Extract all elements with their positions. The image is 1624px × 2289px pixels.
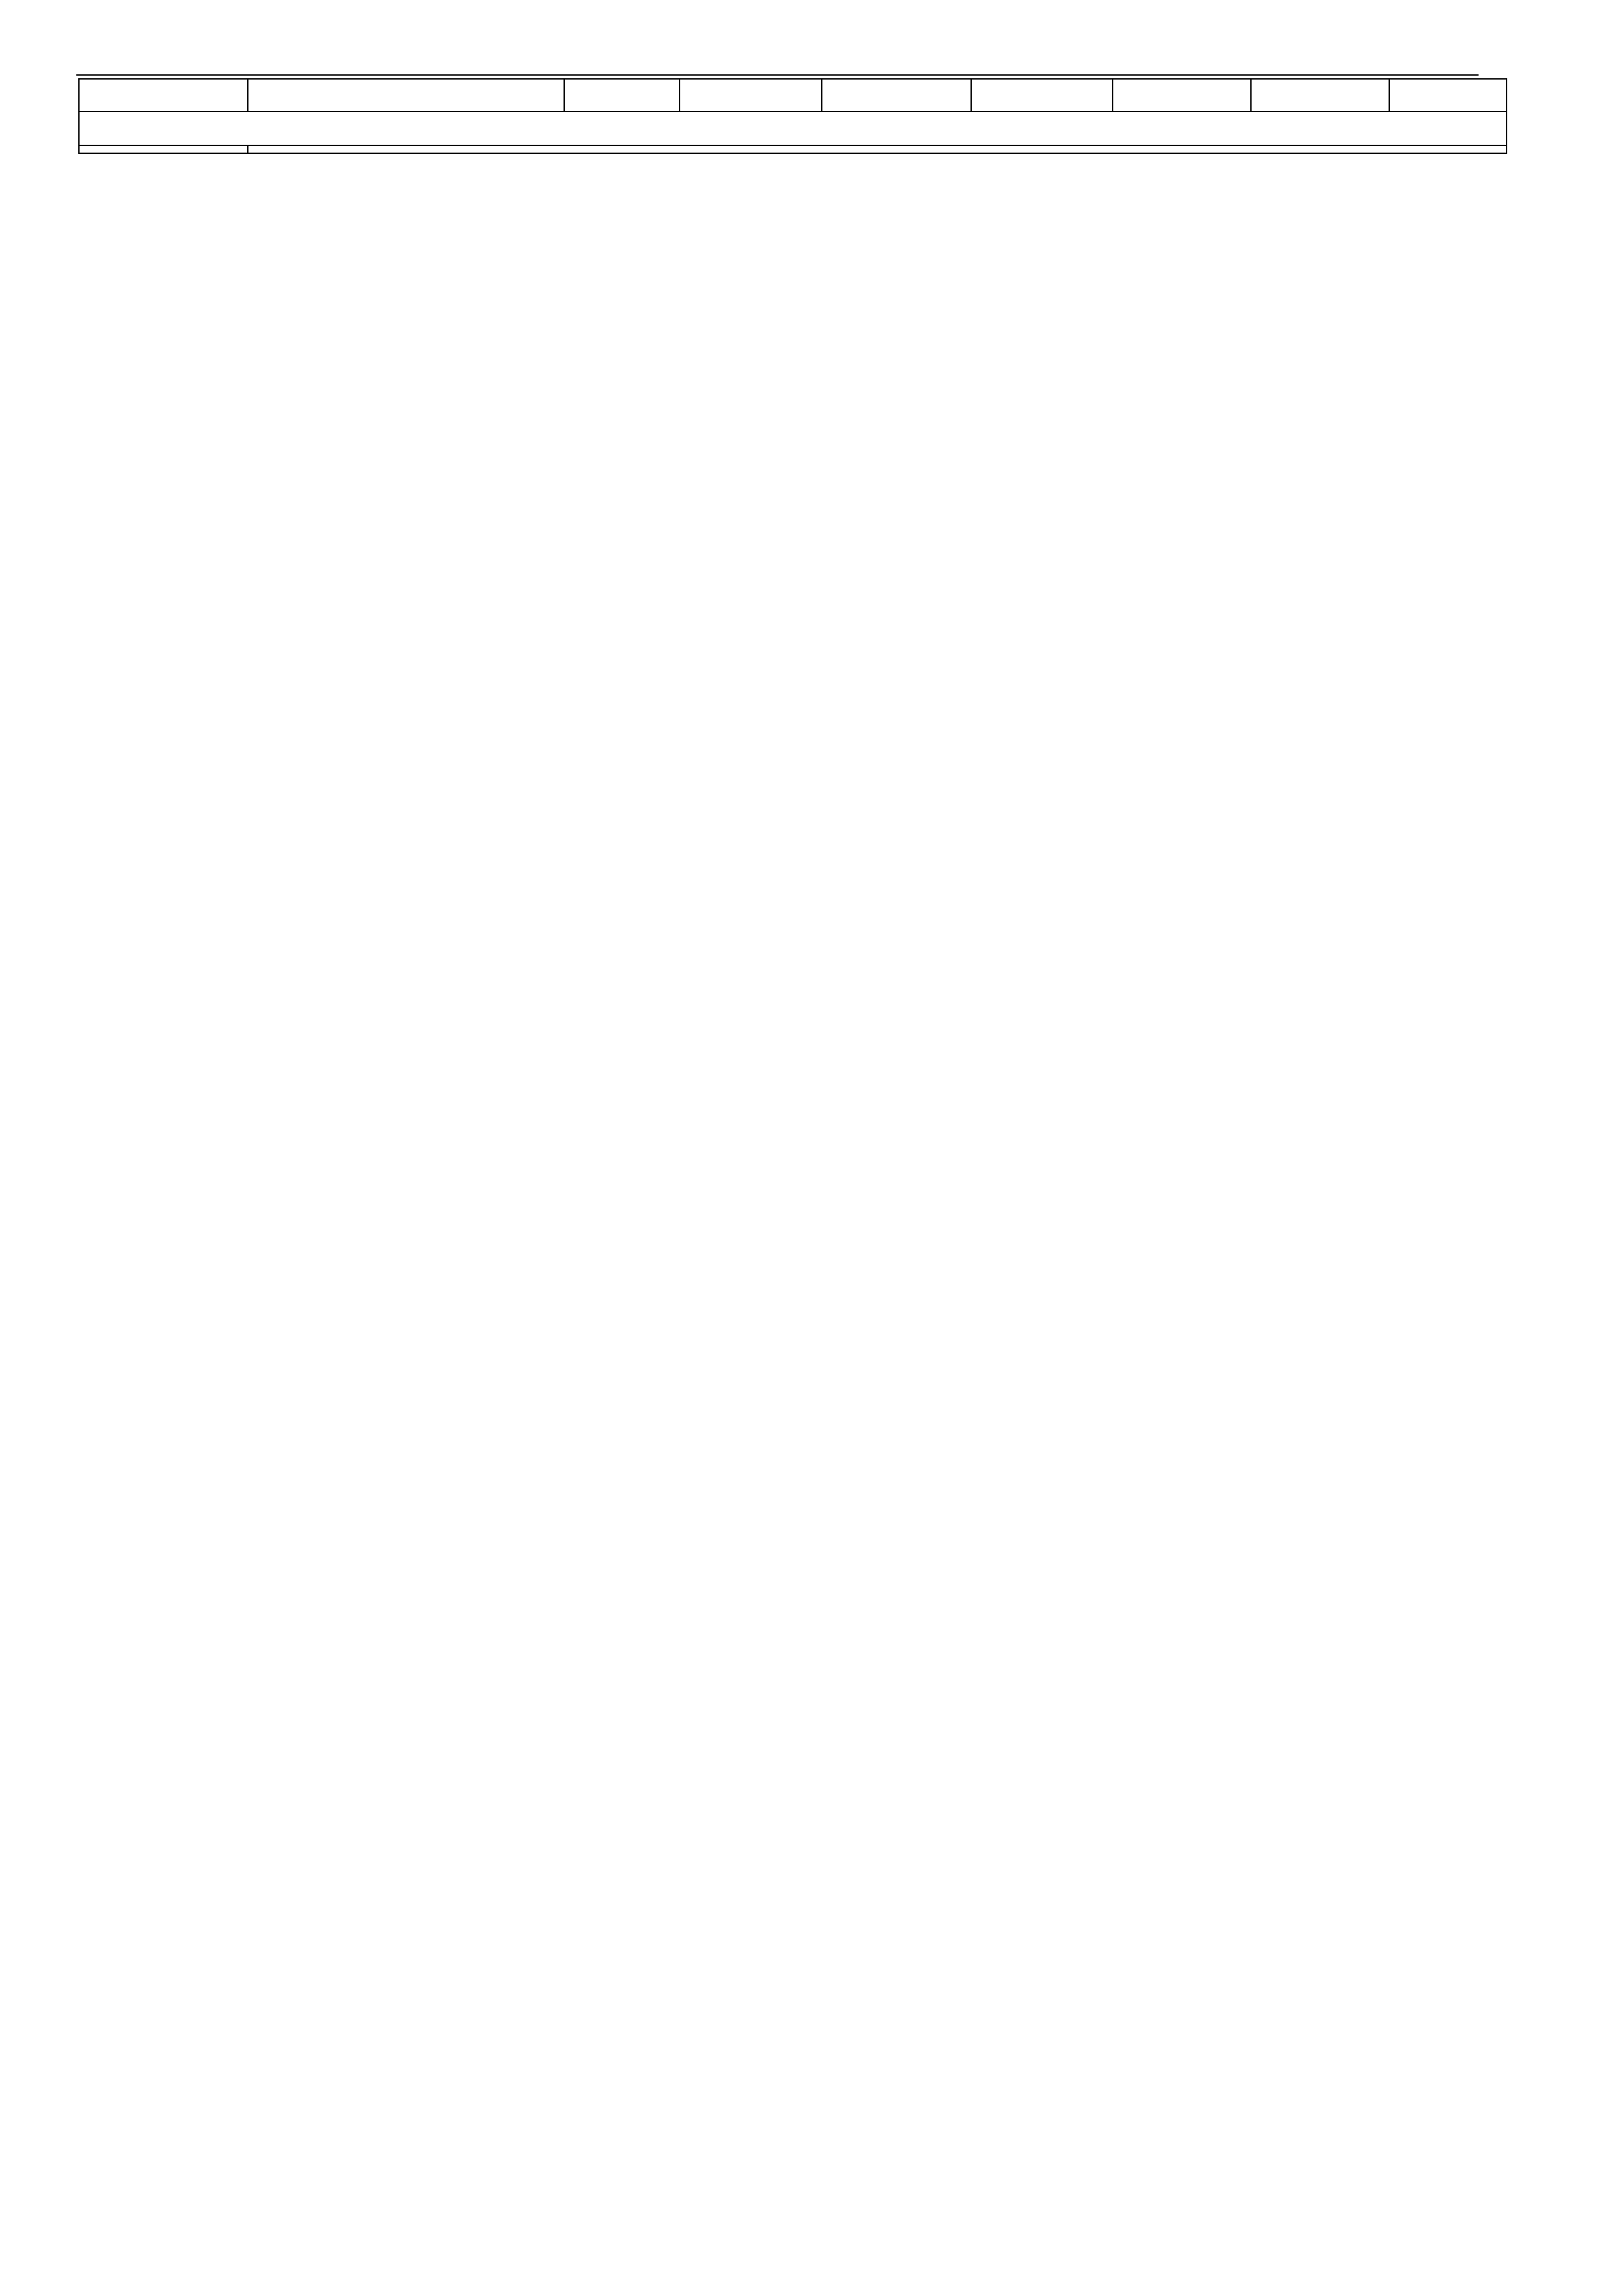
description-spacer xyxy=(79,145,248,153)
column-number xyxy=(248,79,564,112)
column-number xyxy=(971,79,1113,112)
meter-row xyxy=(79,119,1507,145)
column-number xyxy=(1251,79,1389,112)
section-title xyxy=(79,112,1507,119)
meter-cell xyxy=(79,119,1507,145)
section-heading xyxy=(79,112,1507,153)
column-number xyxy=(564,79,680,112)
price-table-page xyxy=(78,78,1479,154)
column-number xyxy=(1389,79,1507,112)
section-description xyxy=(248,145,1507,153)
section-title-row xyxy=(79,112,1507,119)
price-table xyxy=(78,78,1507,154)
column-number xyxy=(1113,79,1251,112)
table-body-top xyxy=(79,79,1507,112)
column-number xyxy=(822,79,971,112)
description-row xyxy=(79,145,1507,153)
running-header xyxy=(76,40,1479,74)
column-number xyxy=(79,79,248,112)
column-number xyxy=(680,79,822,112)
column-number-row xyxy=(79,79,1507,112)
header-rule xyxy=(76,74,1479,76)
